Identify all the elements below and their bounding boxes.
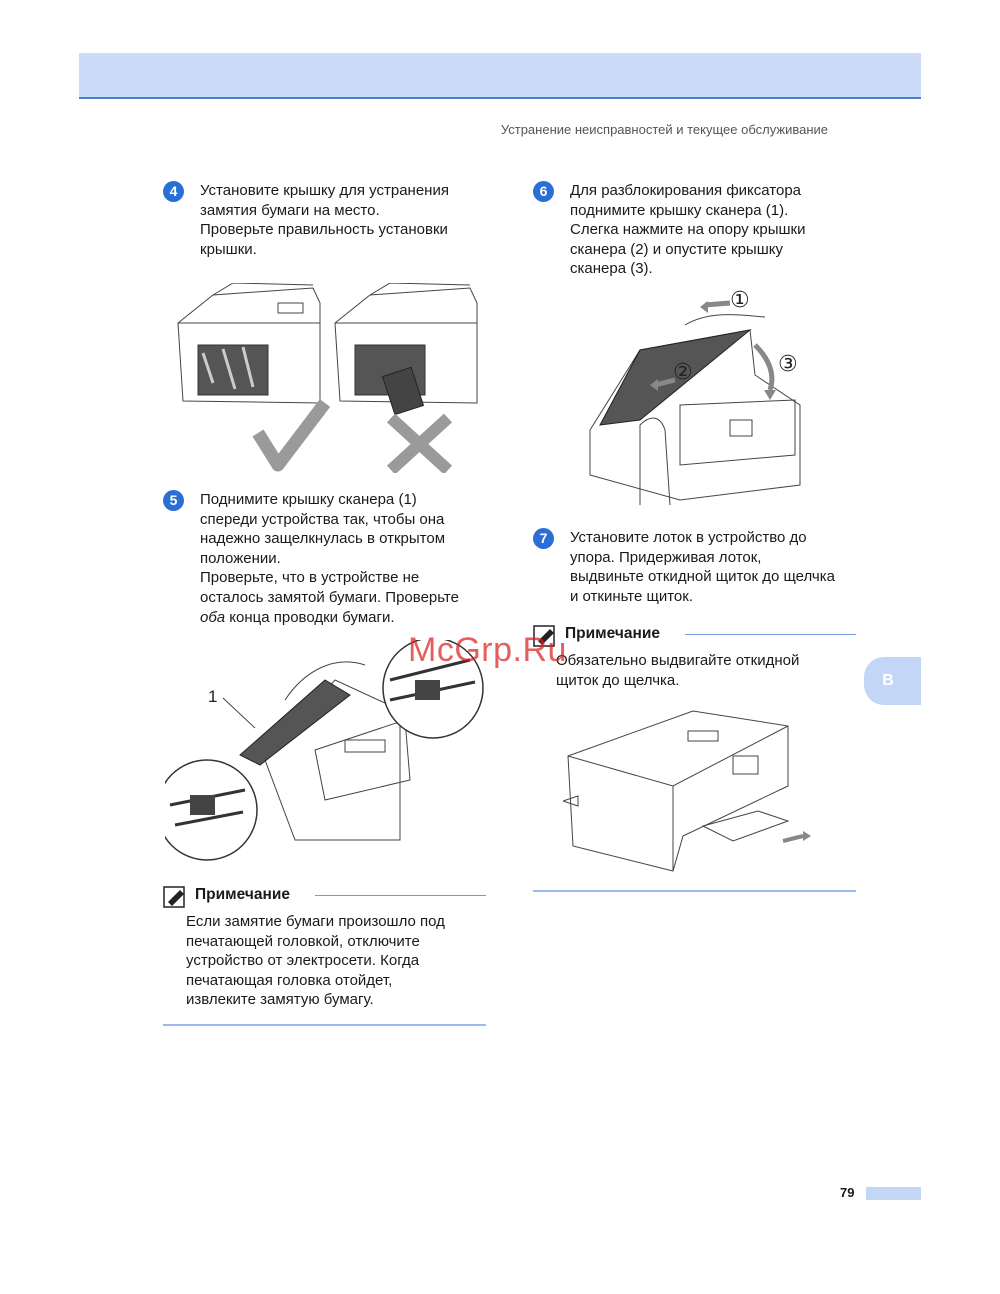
step-text-line: сканера (3). bbox=[570, 260, 653, 278]
step-text-line: Для разблокирования фиксатора bbox=[570, 182, 802, 199]
step-5 bbox=[163, 490, 503, 627]
page-number-bar bbox=[866, 1187, 921, 1200]
chapter-tab-letter: B bbox=[882, 672, 894, 689]
step-text-line: крышки. bbox=[200, 240, 257, 258]
note-bottom-rule bbox=[163, 1024, 486, 1026]
callout-label: 1 bbox=[208, 687, 218, 706]
step-text-line: поднимите крышку сканера (1). bbox=[570, 201, 789, 219]
step-number-badge: 6 bbox=[533, 181, 554, 202]
step-text-fragment: конца проводки бумаги. bbox=[225, 608, 395, 626]
step-text-line: Установите лоток в устройство до bbox=[570, 529, 807, 546]
open-scanner-cover-figure bbox=[165, 640, 485, 870]
note-line: извлеките замятую бумагу. bbox=[186, 991, 374, 1009]
step-text-line: Проверьте, что в устройстве не bbox=[200, 569, 420, 587]
note-pencil-icon bbox=[163, 886, 189, 908]
step-text-line: Проверьте правильность установки bbox=[200, 221, 448, 239]
callout-label: ① bbox=[730, 288, 750, 313]
note-line: печатающая головка отойдет, bbox=[186, 971, 393, 989]
printer-correct-illustration bbox=[178, 283, 320, 403]
step-6 bbox=[533, 181, 863, 279]
running-head: Устранение неисправностей и текущее обслуживание bbox=[500, 122, 828, 137]
step-text-line: спереди устройства так, чтобы она bbox=[200, 510, 445, 528]
callout-label: ② bbox=[673, 360, 693, 385]
step-text-line: осталось замятой бумаги. Проверьте bbox=[200, 588, 459, 606]
chapter-tab bbox=[864, 657, 921, 705]
step-4 bbox=[163, 181, 493, 259]
output-tray-figure bbox=[563, 706, 856, 876]
step-number-badge: 5 bbox=[163, 490, 184, 511]
note-left bbox=[163, 886, 486, 1026]
close-scanner-cover-figure bbox=[580, 285, 810, 510]
jam-cover-figure bbox=[173, 283, 483, 473]
note-title: Примечание bbox=[565, 625, 660, 642]
step-text-line: замятия бумаги на место. bbox=[200, 201, 380, 219]
note-bottom-rule bbox=[533, 890, 856, 892]
check-mark-icon bbox=[258, 403, 325, 465]
emphasis-text: оба bbox=[200, 608, 226, 626]
page-number: 79 bbox=[840, 1185, 855, 1200]
step-number-badge: 4 bbox=[163, 181, 184, 202]
note-line: устройство от электросети. Когда bbox=[186, 952, 420, 970]
step-text-line: Поднимите крышку сканера (1) bbox=[200, 491, 417, 508]
header-band bbox=[79, 53, 921, 99]
step-text-line: надежно защелкнулась в открытом bbox=[200, 530, 446, 548]
note-title: Примечание bbox=[195, 886, 290, 903]
cross-mark-icon bbox=[391, 418, 448, 470]
watermark: McGrp.Ru bbox=[408, 631, 567, 669]
note-rule bbox=[685, 634, 856, 635]
note-line: Если замятие бумаги произошло под bbox=[186, 913, 445, 930]
printer-incorrect-illustration bbox=[335, 283, 477, 415]
step-text-line: выдвиньте откидной щиток до щелчка bbox=[570, 568, 835, 586]
step-number-badge: 7 bbox=[533, 528, 554, 549]
note-rule bbox=[315, 895, 486, 896]
step-text-line: положении. bbox=[200, 549, 281, 567]
step-7 bbox=[533, 528, 863, 606]
step-text-line: Слегка нажмите на опору крышки bbox=[570, 221, 806, 239]
step-text-line bbox=[200, 608, 503, 628]
callout-label: ③ bbox=[778, 352, 798, 377]
note-right bbox=[533, 625, 856, 892]
step-text-line: сканера (2) и опустите крышку bbox=[570, 240, 783, 258]
note-line: щиток до щелчка. bbox=[556, 671, 680, 689]
step-text-line: упора. Придерживая лоток, bbox=[570, 548, 762, 566]
step-text-line: и откиньте щиток. bbox=[570, 587, 694, 605]
note-line: Обязательно выдвигайте откидной bbox=[556, 652, 800, 669]
step-text-line: Установите крышку для устранения bbox=[200, 182, 449, 199]
note-line: печатающей головкой, отключите bbox=[186, 932, 420, 950]
